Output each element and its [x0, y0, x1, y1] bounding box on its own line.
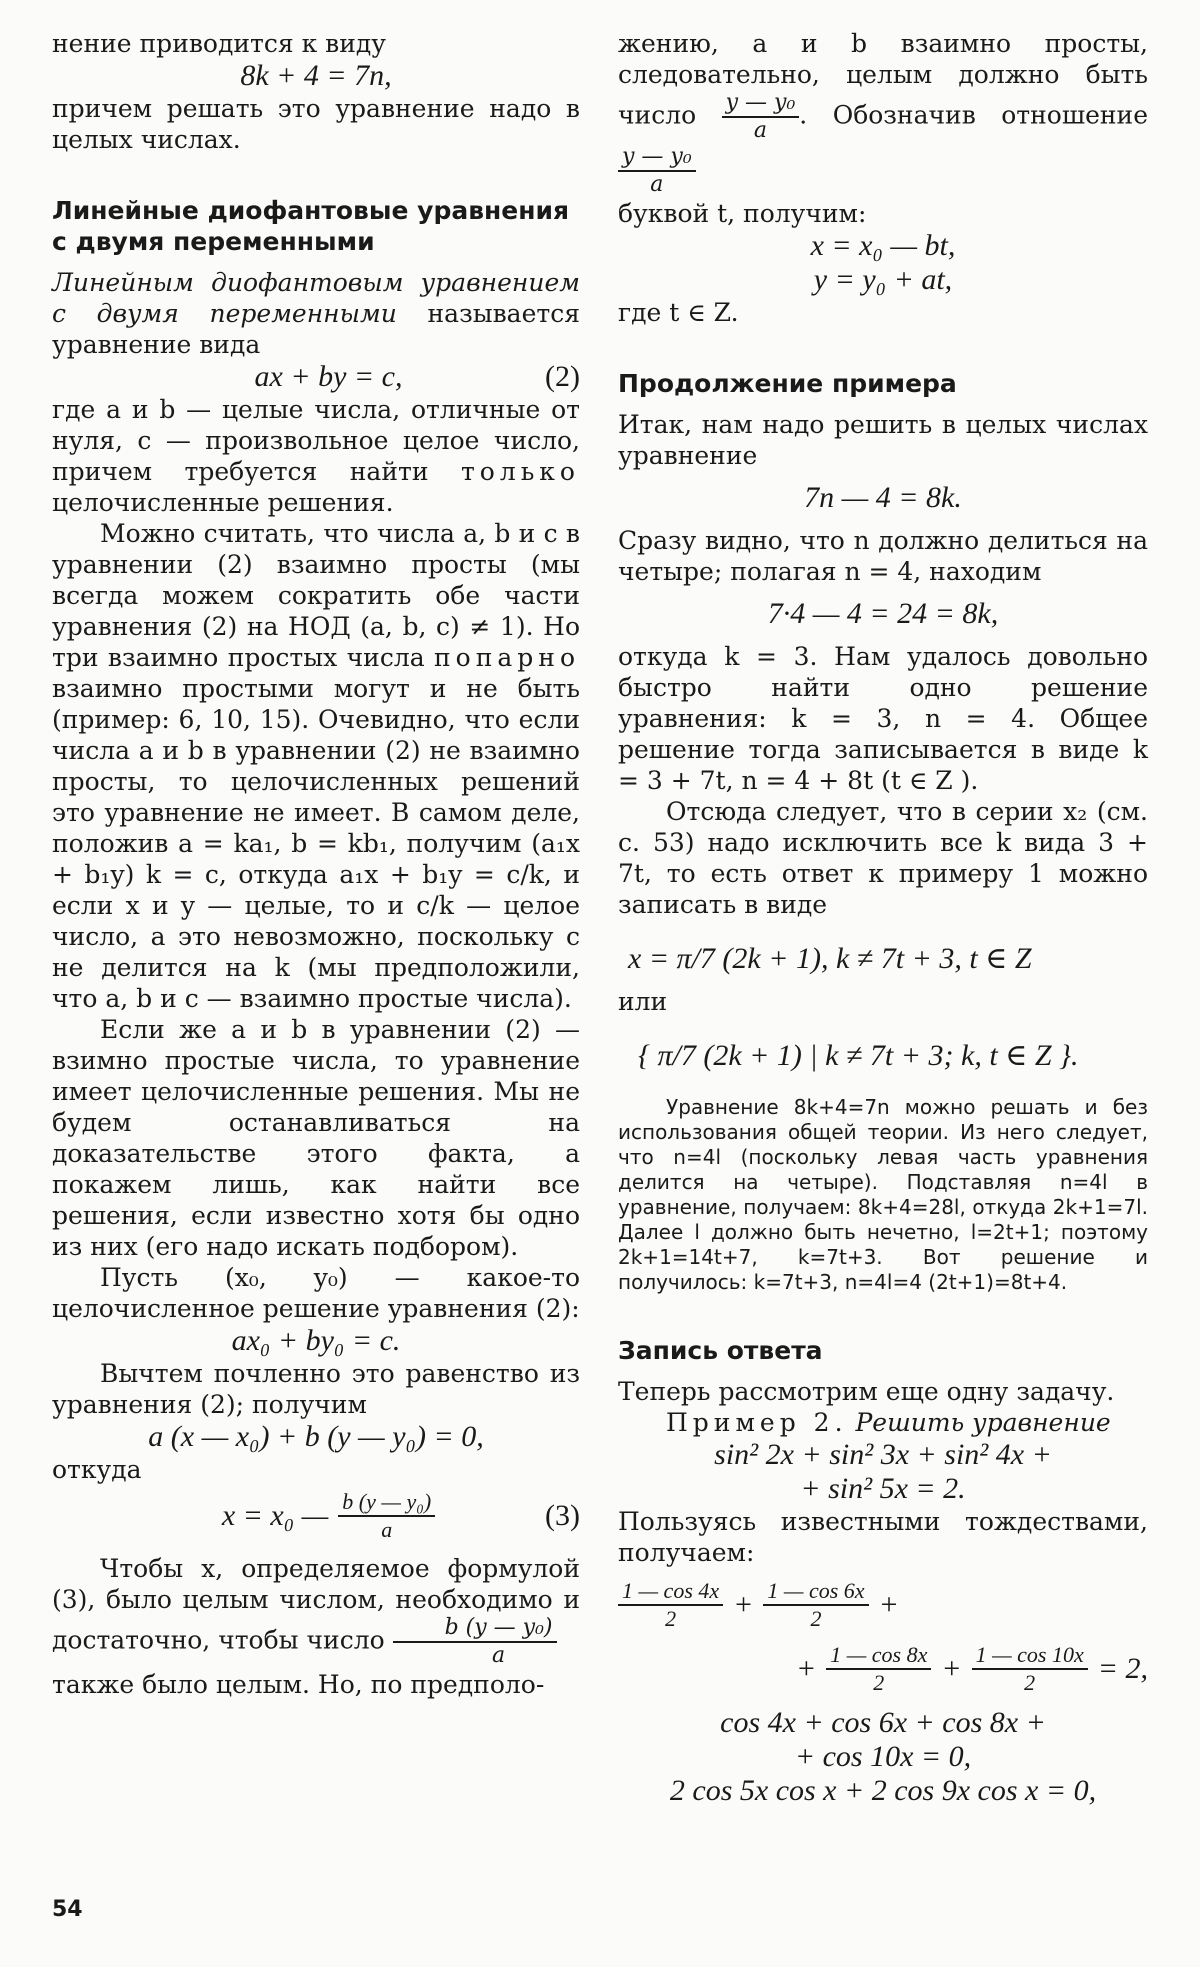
fraction-numerator: b (y — y₀)	[338, 1489, 435, 1517]
fraction-denominator: a	[753, 118, 767, 143]
fraction-denominator: a	[381, 1517, 393, 1542]
text-run: . Обозначив отношение	[799, 100, 1148, 130]
equation-number: (2)	[545, 360, 580, 393]
section-heading: Продолжение примера	[618, 369, 957, 398]
section-heading: Запись ответа	[618, 1336, 823, 1365]
fraction	[826, 1642, 931, 1696]
paragraph: также было целым. Но, по предполо-	[52, 1670, 545, 1699]
equation: + cos 10x = 0,	[794, 1740, 972, 1773]
equation	[618, 1642, 1148, 1696]
equation	[618, 1578, 1148, 1632]
paragraph: Если же a и b в уравнении (2) — взимно простые числа, то уравнение имеет целочисленные решения. Мы не будем останавливаться на доказательстве этого факта, а покажем лишь, как найти все решения, если известно хотя бы одно из них (его надо искать подбором).	[52, 1015, 580, 1261]
text-run: где a и b — целые числа, отличные от нуля, c — произвольное целое число, причем требуется найти	[52, 395, 580, 486]
fraction-numerator: 1 — cos 4x	[618, 1578, 723, 1606]
paragraph: Итак, нам надо решить в целых числах уравнение	[618, 410, 1148, 470]
fraction-denominator: 2	[810, 1606, 822, 1631]
paragraph	[52, 518, 580, 1014]
paragraph: причем решать это уравнение надо в целых числах.	[52, 94, 580, 154]
paragraph: где t ∈ Z.	[618, 298, 739, 327]
fraction-numerator: y — y₀	[618, 144, 696, 172]
definition-text: называется уравнение вида	[52, 299, 580, 359]
equation: x = x₀ — bt,	[810, 229, 956, 262]
paragraph: или	[618, 987, 668, 1016]
fraction	[722, 90, 800, 144]
fraction-denominator: a	[650, 172, 664, 197]
definition-term: Линейным диофантовым уравнением с двумя переменными	[52, 268, 580, 328]
paragraph: нение приводится к виду	[52, 29, 386, 58]
equation-number: (3)	[545, 1499, 580, 1532]
fraction-numerator: 1 — cos 10x	[972, 1642, 1088, 1670]
paragraph: Пользуясь известными тождествами, получаем:	[618, 1507, 1148, 1567]
text-run: взаимно простыми могут и не быть (пример: 6, 10, 15). Очевидно, что если числа a и b в уравнении (2) не взаимно просты, то целочисленных решений это уравнение не имеет. В самом деле, положив a = ka₁, b = kb₁, получим (a₁x + b₁y) k = c, откуда a₁x + b₁y = c/k, и если x и y — целые, то и c/k — целое число, а это невозможно, поскольку c не делится на k (мы предположили, что a, b и c — взаимно простые числа).	[52, 674, 580, 1013]
fraction-numerator: 1 — cos 6x	[763, 1578, 868, 1606]
equation: { π/7 (2k + 1) | k ≠ 7t + 3; k, t ∈ Z }.	[638, 1039, 1079, 1072]
plus-sign: +	[878, 1588, 899, 1621]
paragraph: Сразу видно, что n должно делиться на четыре; полагая n = 4, находим	[618, 526, 1148, 586]
fraction-numerator: 1 — cos 8x	[826, 1642, 931, 1670]
left-column	[52, 28, 580, 1700]
equation: 7n — 4 = 8k.	[804, 481, 962, 514]
plus-sign: +	[941, 1652, 962, 1685]
equation: x = π/7 (2k + 1), k ≠ 7t + 3, t ∈ Z	[628, 942, 1032, 975]
plus-sign: +	[733, 1588, 754, 1621]
equation-3	[52, 1489, 580, 1543]
spaced-text: попарно	[434, 643, 580, 672]
right-column	[618, 28, 1148, 1808]
equation: y = y₀ + at,	[813, 263, 953, 296]
paragraph	[52, 394, 580, 518]
equation: sin² 2x + sin² 3x + sin² 4x +	[714, 1438, 1052, 1471]
fraction	[393, 1615, 557, 1669]
paragraph: откуда k = 3. Нам удалось довольно быстро найти одно решение уравнения: k = 3, n = 4. Общее решение тогда записывается в виде k = 3 + 7t, n = 4 + 8t (t ∈ Z ).	[618, 642, 1148, 795]
paragraph	[618, 28, 1148, 198]
text-run: Чтобы x, определяемое формулой (3), было целым числом, необходимо и достаточно, чтобы число	[52, 1554, 580, 1655]
footnote: Уравнение 8k+4=7n можно решать и без использования общей теории. Из него следует, что n=4l (поскольку левая часть уравнения делится на четыре). Подставляя n=4l в уравнение, получаем: 8k+4=28l, откуда 2k+1=7l. Далее l должно быть нечетно, l=2t+1; поэтому 2k+1=14t+7, k=7t+3. Вот решение и получилось: k=7t+3, n=4l=4 (2t+1)=8t+4.	[618, 1095, 1148, 1294]
equation: + sin² 5x = 2.	[800, 1472, 966, 1505]
fraction-numerator: y — y₀	[722, 90, 800, 118]
equation-end: = 2,	[1097, 1652, 1148, 1685]
fraction	[338, 1489, 435, 1543]
equation-body: ax + by = c,	[254, 360, 403, 393]
paragraph	[52, 1553, 580, 1669]
text-run: целочисленные решения.	[52, 488, 394, 517]
paragraph: Вычтем почленно это равенство из уравнения (2); получим	[52, 1359, 580, 1419]
equation: ax₀ + by₀ = c.	[231, 1324, 401, 1357]
spaced-text: только	[460, 457, 580, 486]
fraction	[972, 1642, 1088, 1696]
paragraph: Теперь рассмотрим еще одну задачу.	[618, 1377, 1115, 1406]
equation: a (x — x₀) + b (y — y₀) = 0,	[148, 1420, 484, 1453]
fraction	[618, 144, 696, 198]
equation-lhs: x = x₀ —	[221, 1499, 329, 1532]
fraction-denominator: 2	[1024, 1670, 1036, 1695]
example-task: Решить уравнение	[855, 1408, 1111, 1437]
paragraph: Пусть (x₀, y₀) — какое-то целочисленное решение уравнения (2):	[52, 1263, 580, 1323]
equation: 7·4 — 4 = 24 = 8k,	[767, 597, 999, 630]
fraction	[618, 1578, 723, 1632]
equation: cos 4x + cos 6x + cos 8x +	[720, 1706, 1046, 1739]
section-heading: Линейные диофантовые уравнения с двумя переменными	[52, 196, 570, 256]
equation: 2 cos 5x cos x + 2 cos 9x cos x = 0,	[669, 1774, 1097, 1807]
fraction-denominator: 2	[873, 1670, 885, 1695]
definition-paragraph	[52, 267, 580, 360]
paragraph: буквой t, получим:	[618, 199, 867, 228]
equation: 8k + 4 = 7n,	[240, 59, 392, 92]
fraction	[763, 1578, 868, 1632]
example-label: Пример 2.	[666, 1408, 848, 1437]
fraction-numerator: b (y — y₀)	[393, 1615, 557, 1643]
paragraph: откуда	[52, 1455, 142, 1484]
plus-sign: +	[795, 1652, 817, 1685]
text-run: Можно считать, что числа a, b и c в уравнении (2) взаимно просты (мы всегда можем сократить обе части уравнения (2) на НОД (a, b, c) ≠ 1). Но три взаимно простых числа	[52, 519, 580, 672]
fraction-denominator: a	[491, 1643, 506, 1668]
text-run: жению, a и b взаимно просты, следовательно, целым должно быть число	[618, 29, 1148, 130]
page-number: 54	[52, 1897, 83, 1922]
example-statement	[618, 1407, 1148, 1438]
paragraph: Отсюда следует, что в серии x₂ (см. с. 53) надо исключить все k вида 3 + 7t, то есть ответ к примеру 1 можно записать в виде	[618, 797, 1148, 919]
fraction-denominator: 2	[665, 1606, 677, 1631]
equation-2	[52, 360, 580, 394]
